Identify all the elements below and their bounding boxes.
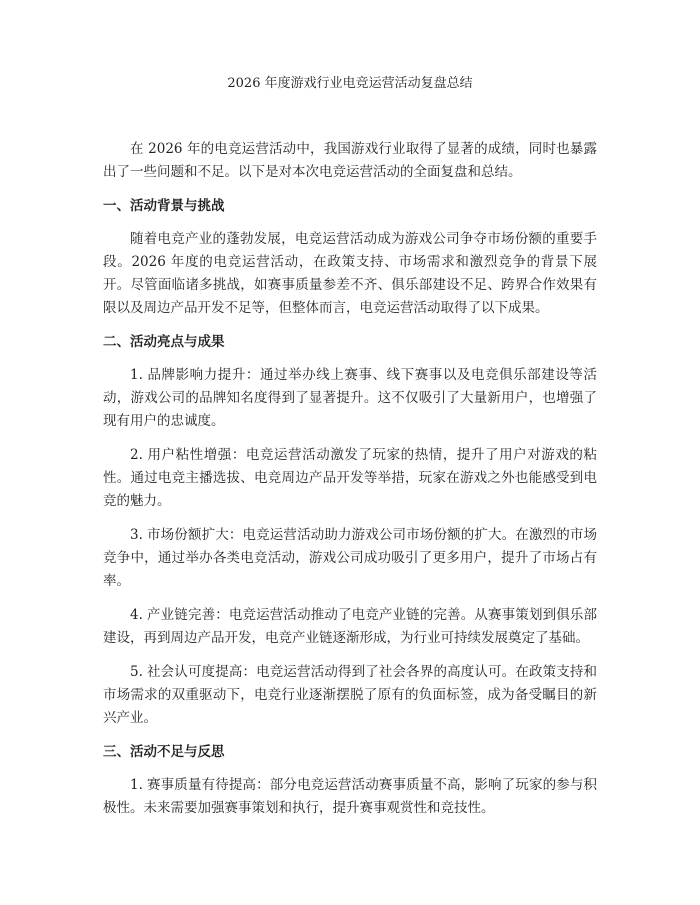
list-item-text: 社会认可度提高：电竞运营活动得到了社会各界的高度认可。在政策支持和市场需求的双重驱动下，电竞行业逐渐摆脱了原有的负面标签，成为备受瞩目的新兴产业。 <box>103 664 597 726</box>
list-item <box>103 661 597 730</box>
list-item <box>103 444 597 513</box>
section-heading: 一、活动背景与挑战 <box>103 198 225 214</box>
list-item <box>103 524 597 593</box>
section-paragraph: 随着电竞产业的蓬勃发展，电竞运营活动成为游戏公司争夺市场份额的重要手段。2026 年度的电竞运营活动，在政策支持、市场需求和激烈竞争的背景下展开。尽管面临诸多挑战，如赛事质量参差不齐、俱乐部建设不足、跨界合作效果有限以及周边产品开发不足等，但整体而言，电竞运营活动取得了以下成果。 <box>103 231 597 316</box>
list-item <box>103 604 597 650</box>
list-item <box>103 364 597 433</box>
list-item-text: 产业链完善：电竞运营活动推动了电竞产业链的完善。从赛事策划到俱乐部建设，再到周边产品开发，电竞产业链逐渐形成，为行业可持续发展奠定了基础。 <box>103 607 597 646</box>
list-item-number: 1. <box>130 777 143 793</box>
list-item-number: 1. <box>130 367 143 383</box>
list-item-text: 品牌影响力提升：通过举办线上赛事、线下赛事以及电竞俱乐部建设等活动，游戏公司的品牌知名度得到了显著提升。这不仅吸引了大量新用户，也增强了现有用户的忠诚度。 <box>103 367 597 429</box>
list-item <box>103 774 597 820</box>
list-item-text: 市场份额扩大：电竞运营活动助力游戏公司市场份额的扩大。在激烈的市场竞争中，通过举办各类电竞活动，游戏公司成功吸引了更多用户，提升了市场占有率。 <box>103 527 597 589</box>
list-item-text: 赛事质量有待提高：部分电竞运营活动赛事质量不高，影响了玩家的参与积极性。未来需要加强赛事策划和执行，提升赛事观赏性和竞技性。 <box>103 777 597 816</box>
section-heading: 三、活动不足与反思 <box>103 744 225 760</box>
list-item-number: 4. <box>130 607 143 623</box>
list-item-number: 2. <box>130 447 143 463</box>
intro-paragraph: 在 2026 年的电竞运营活动中，我国游戏行业取得了显著的成绩，同时也暴露出了一些问题和不足。以下是对本次电竞运营活动的全面复盘和总结。 <box>103 141 597 180</box>
section-heading: 二、活动亮点与成果 <box>103 334 225 350</box>
list-item-text: 用户粘性增强：电竞运营活动激发了玩家的热情，提升了用户对游戏的粘性。通过电竞主播选拔、电竞周边产品开发等举措，玩家在游戏之外也能感受到电竞的魅力。 <box>103 447 597 509</box>
list-item-number: 3. <box>130 527 143 543</box>
document-title: 2026 年度游戏行业电竞运营活动复盘总结 <box>227 76 473 91</box>
list-item-number: 5. <box>130 664 143 680</box>
